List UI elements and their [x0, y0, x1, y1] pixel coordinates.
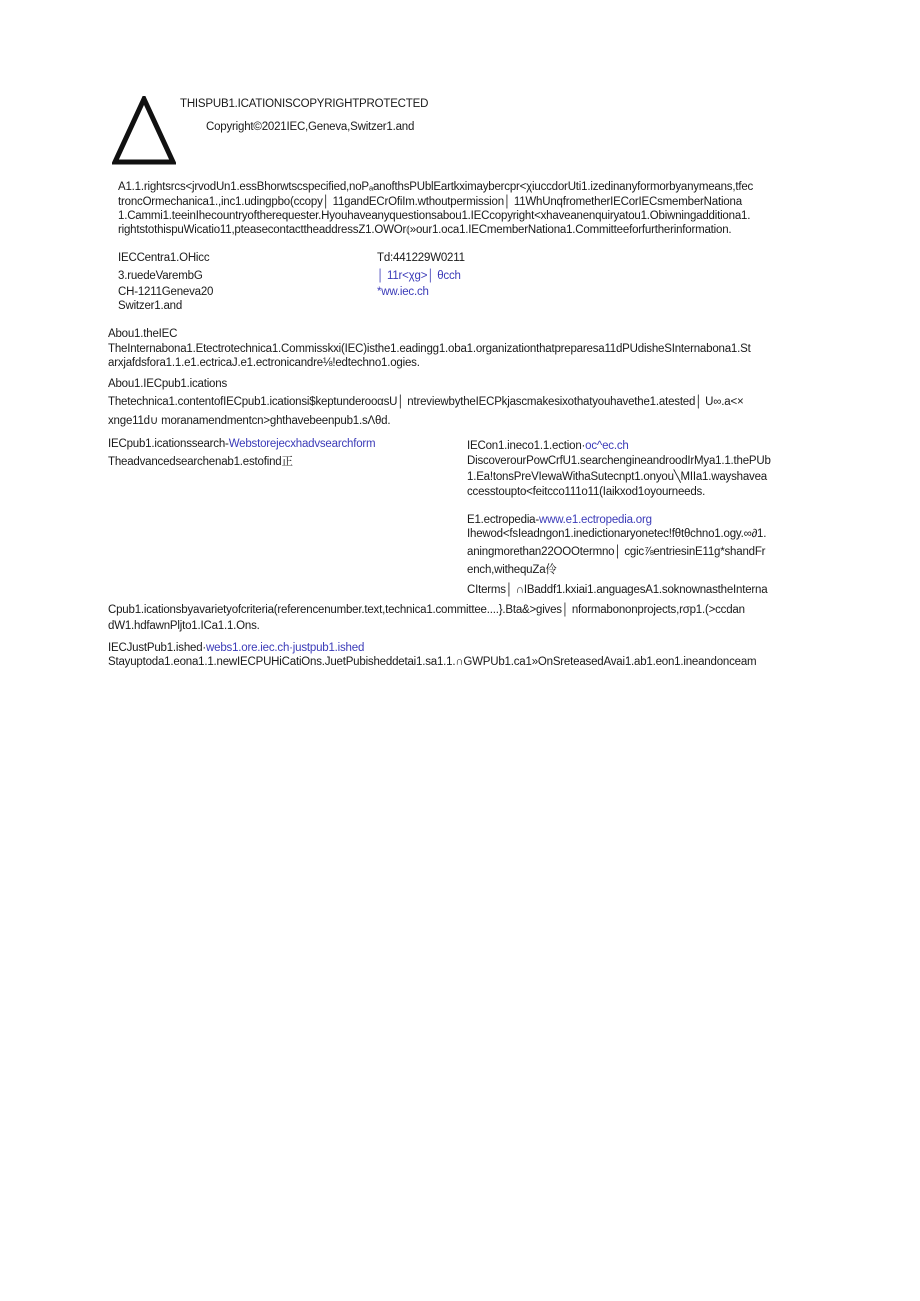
criteria-line: dW1.hdfawnPljto1.ICa1.1.Ons.	[108, 620, 260, 632]
contact-email-link[interactable]: │ 11r<χg>│ θcch	[377, 270, 461, 282]
pub-search-link[interactable]: Webstorejecxhadvsearchform	[228, 438, 376, 450]
about-iec-line: arxjafdsfora1.1.e1.ectricaJ.e1.ectronicandre⅛!edtechno1.ogies.	[108, 357, 420, 369]
just-published-heading	[108, 641, 364, 656]
contact-country: Switzer1.and	[118, 300, 183, 312]
contact-org: IECCentra1.OHicc	[118, 252, 210, 264]
electropedia-line: CIterms│ ∩IBaddf1.kxiai1.anguagesA1.soknownastheInterna	[467, 584, 768, 596]
rights-line: A1.1.rightsrcs<jrvodUn1.essBhorwtscspecified,noPₐanofthsPUblEartkximaybercpr<χiuccdorUti1.izedinanyformorbyanymeans,tfec	[118, 181, 754, 193]
iec-triangle-logo	[112, 96, 176, 166]
rights-line: rightstothispuWicatio11,pteasecontacttheaddressZ1.OWOr⦅»our1.oca1.IECmemberNationa1.Committeeforfurtherinformation.	[118, 224, 732, 236]
online-collection-line: 1.Ea!tonsPreVIewaWithaSutecnpt1.onyou╲MIIa1.wayshavea	[467, 471, 767, 483]
contact-web-link[interactable]: *ww.iec.ch	[377, 286, 429, 298]
copyright-line: Copyright©2021IEC,Geneva,Switzer1.and	[206, 121, 415, 133]
electropedia-label: E1.ectropedia-	[467, 514, 539, 526]
about-iec-title: Abou1.theIEC	[108, 328, 178, 340]
about-iec-line: TheInternabona1.Etectrotechnica1.Commisskxi(IEC)isthe1.eadingg1.oba1.organizationthatpreparesa11dPUdisheSInternabona1.St	[108, 343, 751, 355]
about-pubs-line: Thetechnica1.contentofIECpub1.icationsi$keptunderooαsU│ ntreviewbytheIECPkjascmakesixothatyouhavethe1.atested│ U∞.a<×	[108, 396, 744, 408]
online-collection-label: IECon1.ineco1.1.ection·	[467, 440, 586, 452]
electropedia-line: Ihewod<fsIeadngon1.inedictionaryonetec!fθtθchno1.ogy.∞∂1.	[467, 528, 767, 540]
pub-search-label: IECpub1.icationssearch-	[108, 438, 229, 450]
electropedia-link[interactable]: www.e1.ectropedia.org	[539, 514, 652, 526]
just-published-label: IECJustPub1.ished·	[108, 642, 207, 654]
online-collection-link[interactable]: oc^ec.ch	[585, 440, 629, 452]
about-pubs-line: xnge11d∪ moranamendmentcn>ghthavebeenpub1.sΛθd.	[108, 415, 391, 427]
pub-search-heading	[108, 437, 375, 452]
online-collection-line: ccesstoupto<feitcco111o11(Iaikxod1oyourneeds.	[467, 486, 706, 498]
just-published-line: Stayuptoda1.eona1.1.newIECPUHiCatiOns.JuetPubisheddetai1.sa1.1.∩GWPUb1.ca1»OnSreteasedAvai1.ab1.eon1.ineandonceam	[108, 656, 757, 668]
criteria-line: Cpub1.icationsbyavarietyofcriteria(referencenumber.text,technica1.committee....}.Bta&>gives│ nformabononprojects,rσp1.(>ccdan	[108, 604, 745, 616]
electropedia-line: ench,withequZa伶	[467, 564, 557, 576]
contact-street: 3.ruedeVarembG	[118, 270, 203, 282]
electropedia-heading	[467, 513, 652, 528]
contact-tel: Td:441229W0211	[377, 252, 465, 264]
electropedia-line: aningmorethan22OOOtermno│ cgic⅞entriesinE11g*shandFr	[467, 546, 766, 558]
copyright-protected-heading: THISPUB1.ICATIONISCOPYRIGHTPROTECTED	[180, 98, 429, 110]
contact-city: CH-1211Geneva20	[118, 286, 214, 298]
rights-line: troncOrmechanica1.,inc1.udingpbo(ccopy│ 11gandECrOfiIm.wthoutpermission│ 11WhUnqfrometherIECorIECsmemberNationa	[118, 196, 742, 208]
just-published-link[interactable]: webs1.ore.iec.ch·justpub1.ished	[206, 642, 365, 654]
pub-search-desc: Theadvancedsearchenab1.estofind正	[108, 456, 293, 468]
online-collection-heading	[467, 439, 629, 454]
online-collection-line: DiscoverourPowCrfU1.searchengineandroodIrMya1.1.thePUb	[467, 455, 771, 467]
about-pubs-title: Abou1.IECpub1.ications	[108, 378, 227, 390]
rights-line: 1.Cammi1.teeinIhecountryoftherequester.Hyouhaveanyquestionsabou1.IECcopyright<xhaveanenquiryatou1.Obiwningadditiona1.	[118, 210, 751, 222]
